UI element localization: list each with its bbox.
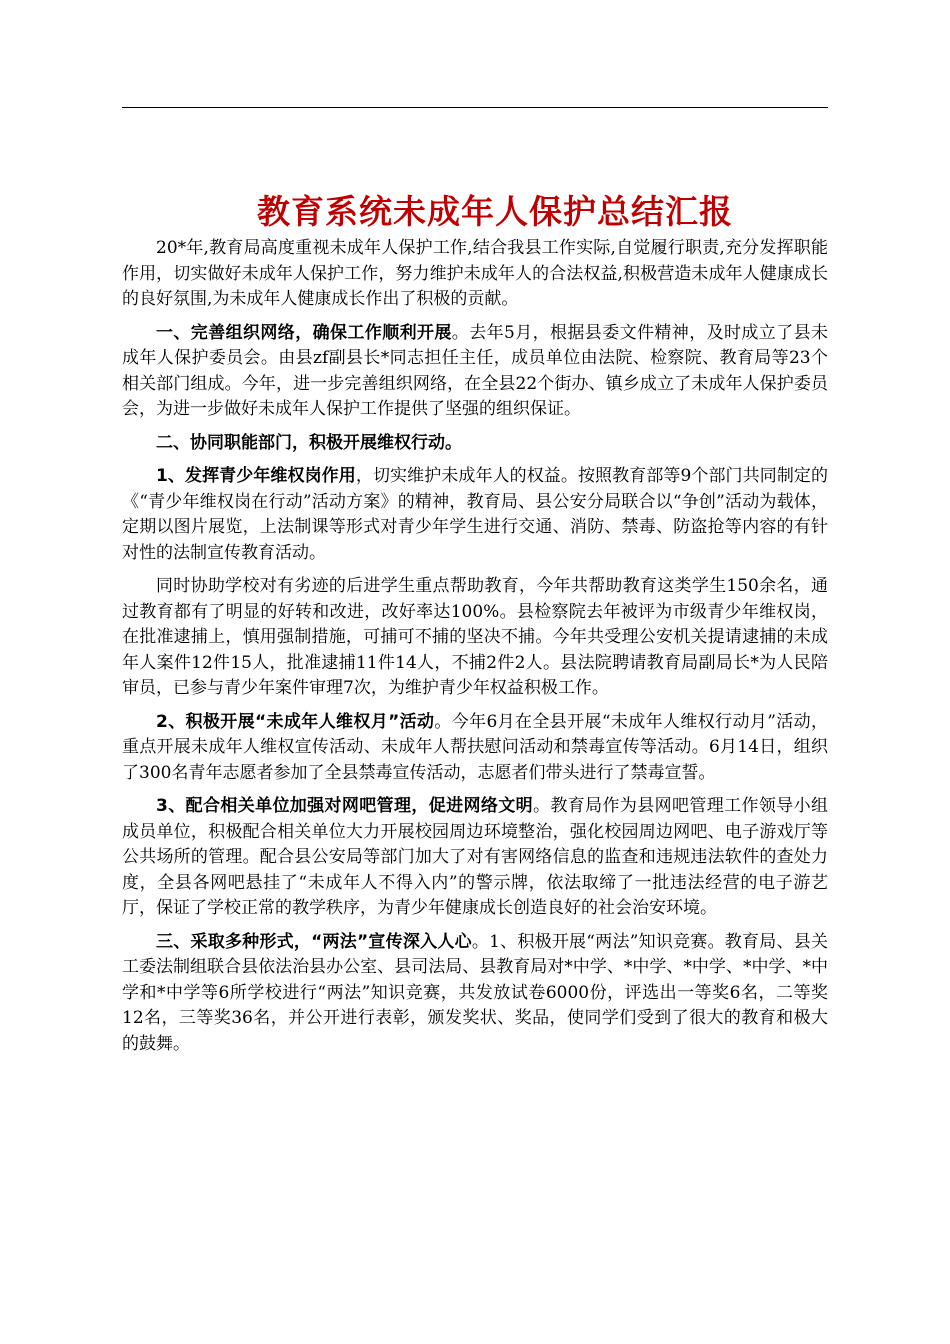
paragraph-section-3 — [122, 930, 828, 1058]
paragraph-text: 。1、积极开展“两法”知识竞赛。教育局、县关工委法制组联合县依法治县办公室、县司法局、县教育局对*中学、*中学、*中学、*中学、*中学和*中学等6所学校进行“两法”知识竞赛，共发放试卷6000份，评选出一等奖6名，二等奖12名，三等奖36名，并公开进行表彰，颁发奖状、奖品，使同学们受到了很大的教育和极大的鼓舞。 — [122, 931, 828, 1054]
document-body — [122, 236, 828, 1065]
paragraph-text: ，切实维护未成年人的权益。按照教育部等9个部门共同制定的《“青少年维权岗在行动”活动方案》的精神，教育局、县公安分局联合以“争创”活动为载体，定期以图片展览，上法制课等形式对青少年学生进行交通、消防、禁毒、防盗抢等内容的有针对性的法制宣传教育活动。 — [122, 466, 828, 563]
paragraph-text: 20*年,教育局高度重视未成年人保护工作,结合我县工作实际,自觉履行职责,充分发挥职能作用，切实做好未成年人保护工作，努力维护未成年人的合法权益,积极营造未成年人健康成长的良好氛围,为未成年人健康成长作出了积极的贡献。 — [122, 238, 828, 309]
paragraph-lead: 2、积极开展“未成年人维权月”活动 — [156, 711, 435, 732]
paragraph-text: 同时协助学校对有劣迹的后进学生重点帮助教育，今年共帮助教育这类学生150余名，通过教育都有了明显的好转和改进，改好率达100%。县检察院去年被评为市级青少年维权岗，在批准逮捕上，慎用强制措施，可捕可不捕的坚决不捕。今年共受理公安机关提请逮捕的未成年人案件12件15人，批准逮捕11件14人，不捕2件2人。县法院聘请教育局副局长*为人民陪审员，已参与青少年案件审理7次，为维护青少年权益积极工作。 — [122, 576, 828, 698]
paragraph-lead: 3、配合相关单位加强对网吧管理，促进网络文明 — [156, 796, 534, 816]
paragraph-text: 。去年5月，根据县委文件精神，及时成立了县未成年人保护委员会。由县zf副县长*同志担任主任，成员单位由法院、检察院、教育局等23个相关部门组成。今年，进一步完善组织网络，在全县22个街办、镇乡成立了未成年人保护委员会，为进一步做好未成年人保护工作提供了坚强的组织保证。 — [122, 322, 828, 419]
document-title: 教育系统未成年人保护总结汇报 — [257, 192, 733, 231]
paragraph-intro — [122, 236, 828, 313]
paragraph-lead: 一、完善组织网络，确保工作顺利开展 — [156, 322, 452, 343]
paragraph-lead: 1、发挥青少年维权岗作用 — [156, 466, 356, 486]
header-rule — [122, 107, 828, 108]
paragraph-item-2 — [122, 710, 828, 787]
paragraph-lead: 二、协同职能部门，积极开展维权行动。 — [156, 432, 462, 453]
paragraph-lead: 三、采取多种形式，“两法”宣传深入人心 — [156, 931, 472, 952]
paragraph-item-3 — [122, 794, 828, 922]
paragraph-text: 。今年6月在全县开展“未成年人维权行动月”活动，重点开展未成年人维权宣传活动、未成年人帮扶慰问活动和禁毒宣传等活动。6月14日，组织了300名青年志愿者参加了全县禁毒宣传活动，志愿者们带头进行了禁毒宣誓。 — [122, 711, 828, 783]
paragraph-section-2-heading — [122, 431, 828, 457]
paragraph-item-1 — [122, 464, 828, 566]
paragraph-text: 。教育局作为县网吧管理工作领导小组成员单位，积极配合相关单位大力开展校园周边环境整治，强化校园周边网吧、电子游戏厅等公共场所的管理。配合县公安局等部门加大了对有害网络信息的监查和违规违法软件的查处力度，全县各网吧悬挂了“未成年人不得入内”的警示牌，依法取缔了一批违法经营的电子游艺厅，保证了学校正常的教学秩序，为青少年健康成长创造良好的社会治安环境。 — [122, 796, 829, 918]
paragraph-item-1-continued — [122, 574, 828, 702]
paragraph-section-1 — [122, 321, 828, 423]
